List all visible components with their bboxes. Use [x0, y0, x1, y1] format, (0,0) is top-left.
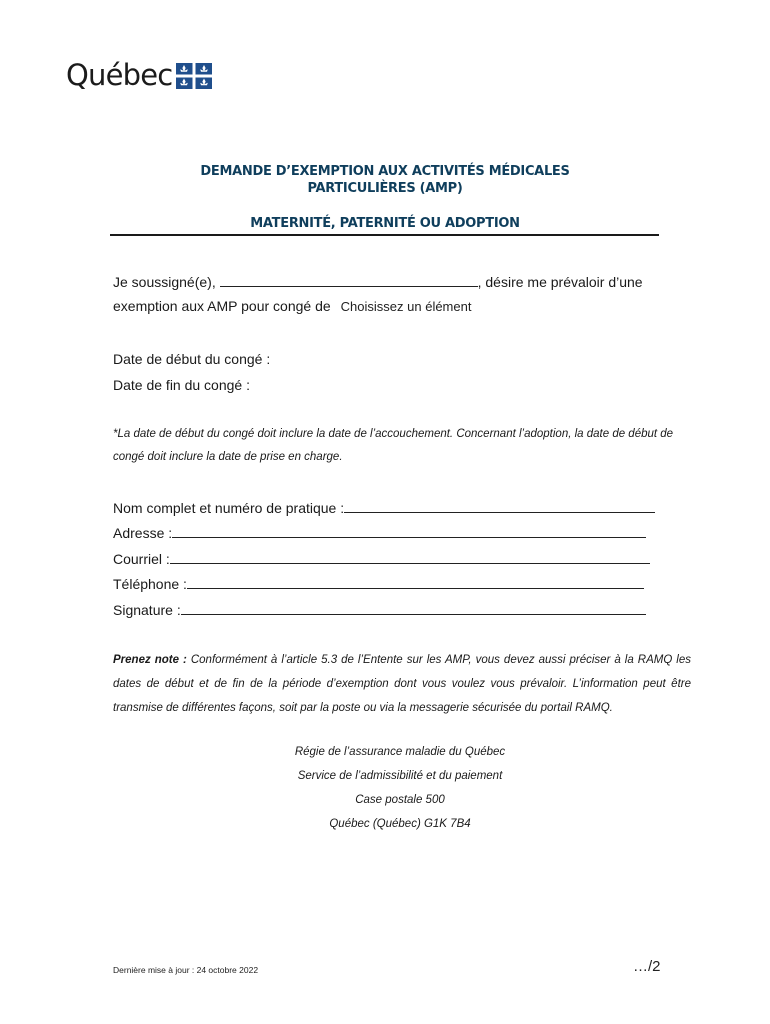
address-line1: Régie de l’assurance maladie du Québec [294, 746, 506, 758]
end-date-label: Date de fin du congé : [113, 377, 250, 393]
signature-field-input[interactable] [181, 600, 646, 615]
declaration-prefix: Je soussigné(e), [113, 274, 216, 290]
name-field-row [113, 498, 655, 516]
date-note-line1: *La date de début du congé doit inclure la date de l’accouchement. Concernant l’adoption, la date de début de [113, 428, 674, 440]
important-note [113, 648, 691, 720]
important-note-label: Prenez note : [113, 654, 187, 666]
leave-type-dropdown[interactable]: Choisissez un élément [340, 299, 472, 314]
form-subtitle: MATERNITÉ, PATERNITÉ OU ADOPTION [250, 216, 520, 231]
address-field-input[interactable] [172, 523, 646, 538]
title-divider [110, 234, 659, 236]
email-field-row [113, 549, 650, 567]
form-title-line1: DEMANDE D’EXEMPTION AUX ACTIVITÉS MÉDICALES [200, 164, 570, 179]
email-field-label: Courriel : [113, 551, 170, 567]
quebec-flag-icon [176, 63, 212, 89]
phone-field-label: Téléphone : [113, 576, 187, 592]
declarant-name-field[interactable] [220, 272, 478, 287]
important-note-text: Conformément à l’article 5.3 de l’Entente sur les AMP, vous devez aussi préciser à la RAMQ les dates de début et de fin de la période d’exemption dont vous voulez vous prévaloir. L’information peut être transmise de différentes façons, soit par la poste ou via la messagerie sécurisée du portail RAMQ. [113, 654, 691, 714]
address-line2: Service de l’admissibilité et du paiement [297, 770, 503, 782]
start-date-label: Date de début du congé : [113, 351, 271, 367]
name-field-label: Nom complet et numéro de pratique : [113, 500, 345, 516]
declaration-line2 [113, 298, 473, 314]
last-updated: Dernière mise à jour : 24 octobre 2022 [113, 965, 259, 975]
declaration-suffix: , désire me prévaloir d’une [477, 274, 643, 290]
signature-field-row [113, 600, 646, 618]
logo-wordmark: Québec [66, 58, 173, 92]
date-note-line2: congé doit inclure la date de prise en charge. [113, 451, 343, 463]
signature-field-label: Signature : [113, 602, 181, 618]
name-field-input[interactable] [344, 498, 655, 513]
quebec-logo [66, 58, 212, 92]
address-field-row [113, 523, 646, 541]
phone-field-input[interactable] [187, 574, 644, 589]
address-line3: Case postale 500 [355, 794, 445, 806]
phone-field-row [113, 574, 644, 592]
address-field-label: Adresse : [113, 525, 173, 541]
address-line4: Québec (Québec) G1K 7B4 [329, 818, 471, 830]
page-indicator: …/2 [633, 958, 661, 975]
form-title-line2: PARTICULIÈRES (AMP) [307, 181, 463, 196]
email-field-input[interactable] [170, 549, 650, 564]
declaration-line1 [113, 272, 643, 290]
declaration-line2-text: exemption aux AMP pour congé de [113, 298, 331, 314]
